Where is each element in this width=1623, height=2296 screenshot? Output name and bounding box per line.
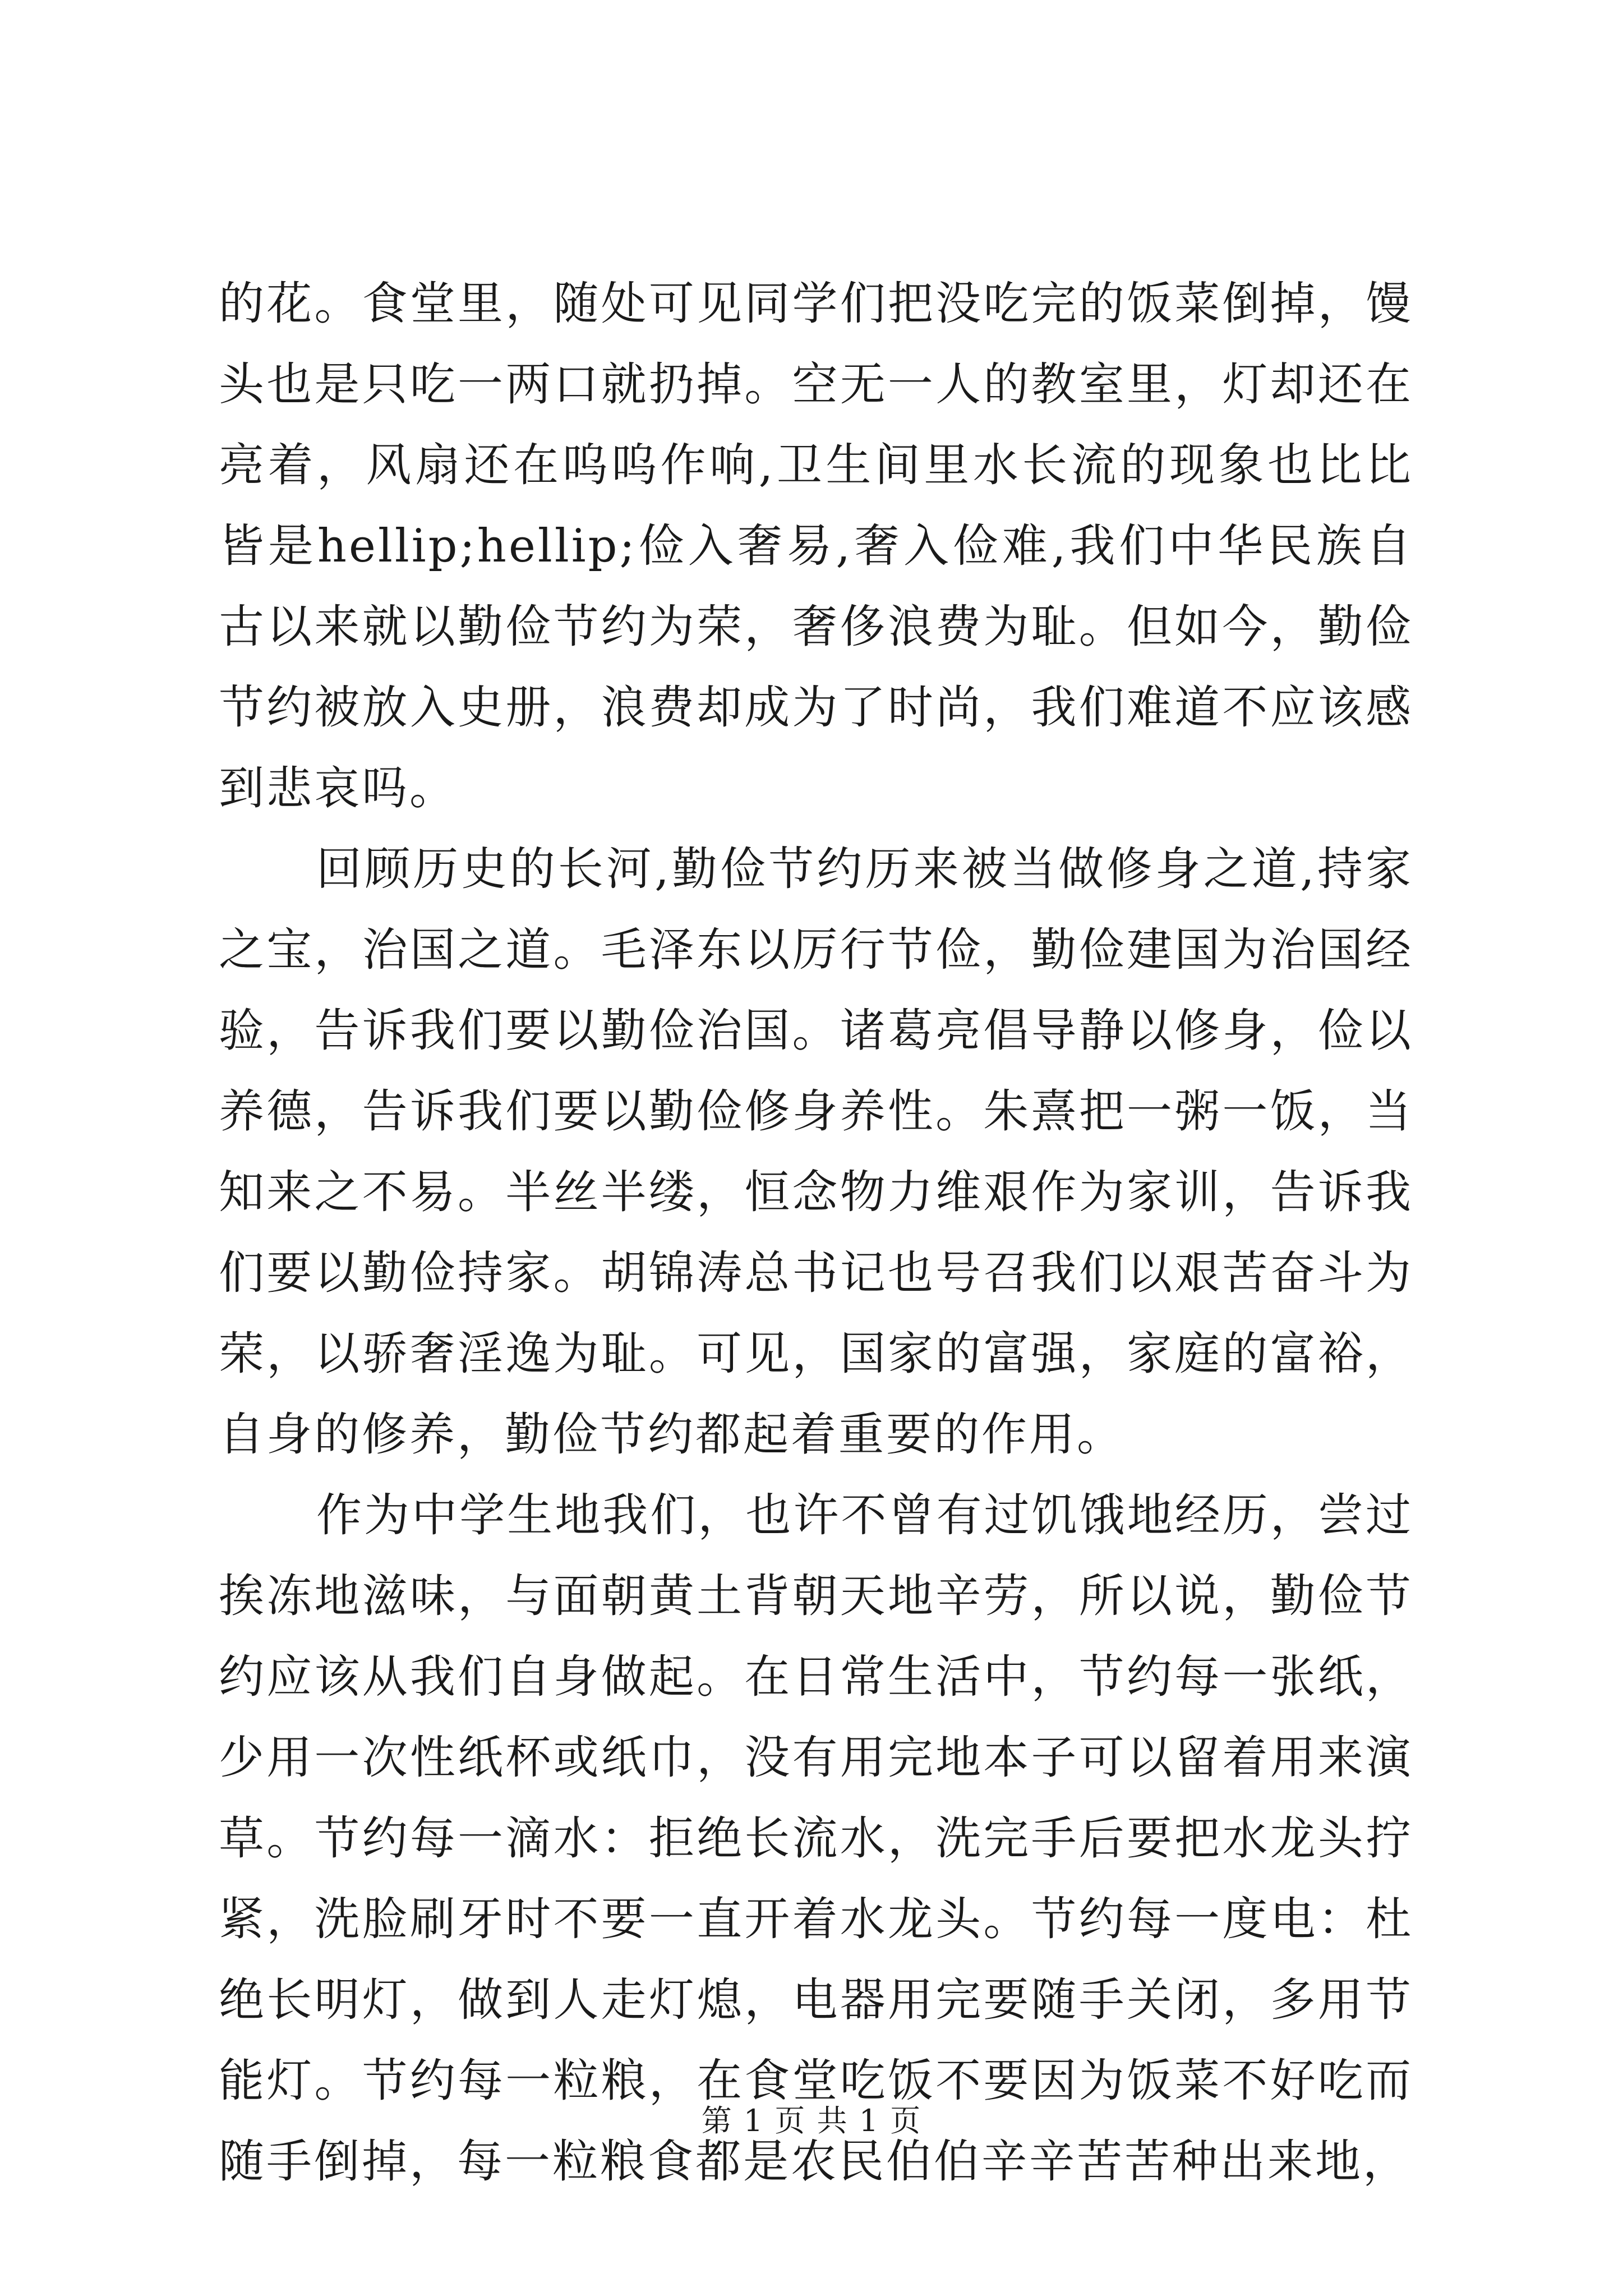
page-footer: 第 1 页 共 1 页	[701, 2103, 922, 2138]
paragraph-3: 作为中学生地我们，也许不曾有过饥饿地经历，尝过挨冻地滋味，与面朝黄土背朝天地辛劳，所以说，勤俭节约应该从我们自身做起。在日常生活中，节约每一张纸，少用一次性纸杯或纸巾，没有用完地本子可以留着用来演草。节约每一滴水：拒绝长流水，洗完手后要把水龙头拧紧，洗脸刷牙时不要一直开着水龙头。节约每一度电：杜绝长明灯，做到人走灯熄，电器用完要随手关闭，多用节能灯。节约每一粒粮，在食堂吃饭不要因为饭菜不好吃而随手倒掉，每一粒粮食都是农民伯伯辛辛苦苦种出来地，	[219, 1489, 1413, 2188]
paragraph-1: 的花。食堂里，随处可见同学们把没吃完的饭菜倒掉，馒头也是只吃一两口就扔掉。空无一人的教室里，灯却还在亮着，风扇还在呜呜作响,卫生间里水长流的现象也比比皆是hellip;hellip;俭入奢易,奢入俭难,我们中华民族自古以来就以勤俭节约为荣，奢侈浪费为耻。但如今，勤俭节约被放入史册，浪费却成为了时尚，我们难道不应该感到悲哀吗。	[219, 278, 1413, 815]
document-body	[219, 264, 1413, 2202]
paragraph-2: 回顾历史的长河,勤俭节约历来被当做修身之道,持家之宝，治国之道。毛泽东以厉行节俭，勤俭建国为治国经验，告诉我们要以勤俭治国。诸葛亮倡导静以修身，俭以养德，告诉我们要以勤俭修身养性。朱熹把一粥一饭，当知来之不易。半丝半缕，恒念物力维艰作为家训，告诉我们要以勤俭持家。胡锦涛总书记也号召我们以艰苦奋斗为荣，以骄奢淫逸为耻。可见，国家的富强，家庭的富裕，自身的修养，勤俭节约都起着重要的作用。	[219, 843, 1413, 1461]
